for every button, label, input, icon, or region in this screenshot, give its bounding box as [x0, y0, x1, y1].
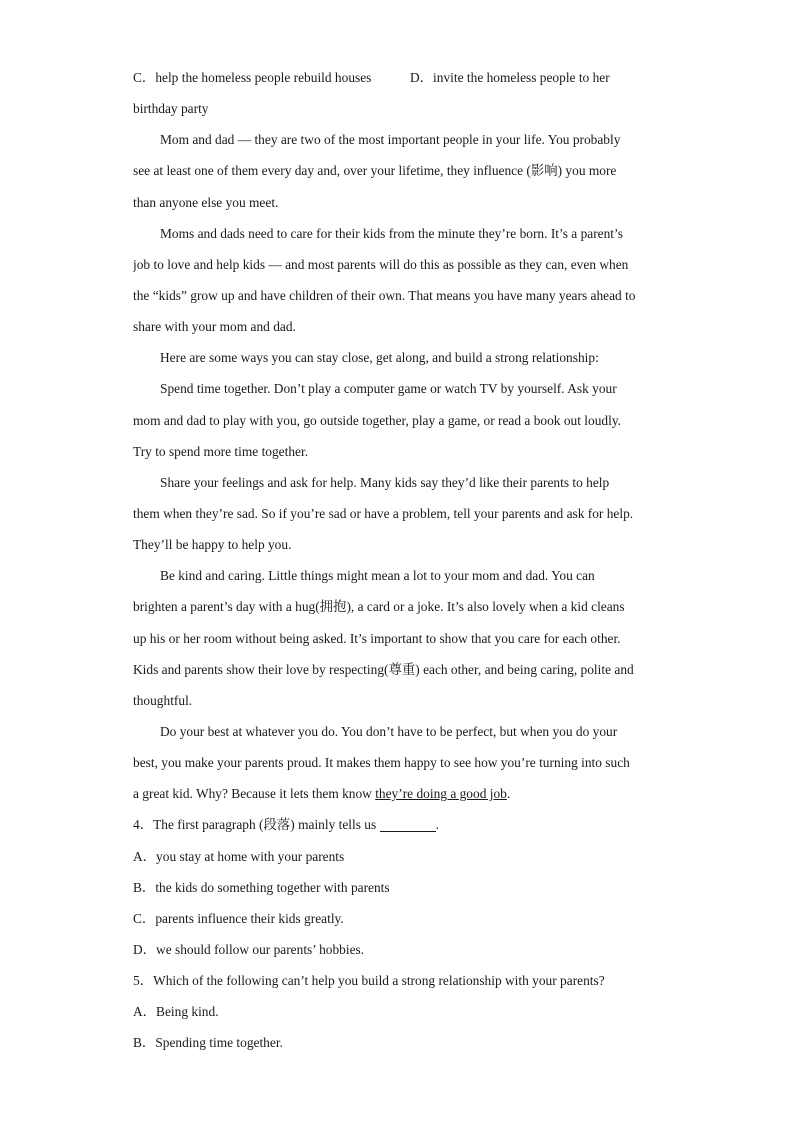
passage-line: share with your mom and dad.: [133, 319, 296, 335]
passage-line: Try to spend more time together.: [133, 443, 309, 459]
passage-paragraph-7: [133, 716, 665, 809]
option-c: C．help the homeless people rebuild houses: [133, 70, 372, 85]
answer-option: C．parents influence their kids greatly.: [133, 910, 344, 926]
passage-line: job to love and help kids — and most parents will do this as possible as they can, even when: [133, 256, 629, 272]
answer-option: D．we should follow our parents’ hobbies.: [133, 941, 365, 957]
passage-paragraph-1: [133, 124, 665, 217]
passage-paragraph-6: [133, 560, 665, 716]
prev-question-options-row: [133, 62, 665, 93]
passage-paragraph-2: [133, 218, 665, 343]
passage-line: Be kind and caring. Little things might mean a lot to your mom and dad. You can: [160, 568, 595, 584]
passage-line: the “kids” grow up and have children of their own. That means you have many years ahead to: [133, 287, 636, 303]
question-stem: [133, 809, 665, 840]
document-page: [133, 62, 665, 1059]
answer-option: A．you stay at home with your parents: [133, 848, 345, 864]
passage-line: Here are some ways you can stay close, get along, and build a strong relationship:: [160, 350, 599, 366]
passage-line: up his or her room without being asked. It’s important to show that you care for each other.: [133, 630, 621, 646]
passage-line: see at least one of them every day and, over your lifetime, they influence (影响) you more: [133, 163, 617, 179]
passage-line: best, you make your parents proud. It makes them happy to see how you’re turning into such: [133, 755, 630, 771]
passage-line: Kids and parents show their love by respecting(尊重) each other, and being caring, polite and: [133, 661, 634, 677]
passage-line-last: [133, 778, 665, 809]
passage-line: They’ll be happy to help you.: [133, 537, 292, 553]
passage-paragraph-4: [133, 373, 665, 466]
passage-line: than anyone else you meet.: [133, 194, 279, 210]
option-d-line2: birthday party: [133, 101, 209, 117]
passage-line: Spend time together. Don’t play a computer game or watch TV by yourself. Ask your: [160, 381, 617, 397]
passage-line: Moms and dads need to care for their kids from the minute they’re born. It’s a parent’s: [160, 225, 623, 241]
underlined-phrase: they’re doing a good job: [375, 786, 507, 802]
question-5: [133, 965, 665, 1058]
passage-line: brighten a parent’s day with a hug(拥抱), a card or a joke. It’s also lovely when a kid cleans: [133, 599, 625, 615]
passage-line: Mom and dad — they are two of the most important people in your life. You probably: [160, 132, 621, 148]
passage-paragraph-5: [133, 467, 665, 560]
passage-paragraph-3: [133, 342, 665, 373]
answer-option: B．the kids do something together with parents: [133, 879, 390, 895]
passage-line: thoughtful.: [133, 692, 193, 708]
question-4: [133, 809, 665, 965]
question-stem-suffix: .: [435, 817, 439, 833]
question-stem: 5．Which of the following can’t help you build a strong relationship with your parents?: [133, 973, 605, 989]
answer-option: B．Spending time together.: [133, 1035, 283, 1051]
passage-line: mom and dad to play with you, go outside together, play a game, or read a book out loudly.: [133, 412, 621, 428]
answer-blank: [380, 817, 436, 832]
answer-option: A．Being kind.: [133, 1004, 219, 1020]
option-d-line1: D．invite the homeless people to her: [410, 70, 610, 85]
passage-line: Do your best at whatever you do. You don’t have to be perfect, but when you do your: [160, 723, 618, 739]
passage-line: Share your feelings and ask for help. Many kids say they’d like their parents to help: [160, 474, 610, 490]
question-stem-text: 4．The first paragraph (段落) mainly tells us: [133, 817, 380, 833]
passage-text: .: [506, 786, 511, 802]
passage-text: a great kid. Why? Because it lets them know: [133, 786, 376, 802]
passage-line: them when they’re sad. So if you’re sad or have a problem, tell your parents and ask for help.: [133, 505, 634, 521]
